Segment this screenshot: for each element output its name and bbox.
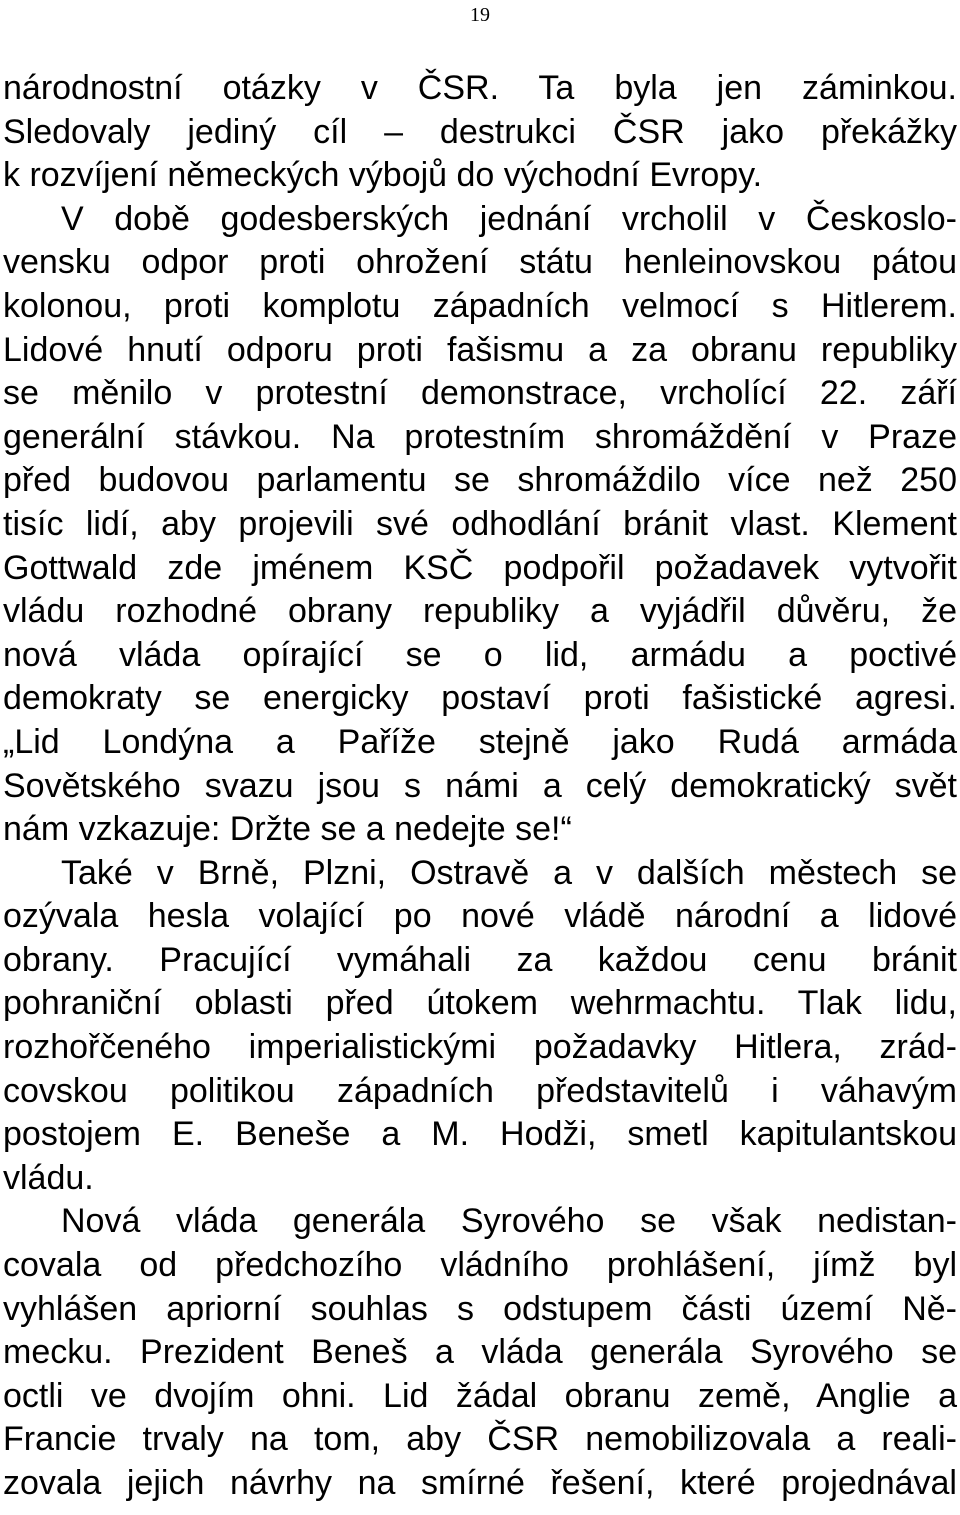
text-line: vládu. <box>3 1158 94 1197</box>
text-line: národnostní otázky v ČSR. Ta byla jen záminkou. <box>3 69 957 107</box>
text-line: Sledovaly jediný cíl – destrukci ČSR jako překážky <box>3 112 957 151</box>
text-line: „Lid Londýna a Paříže stejně jako Rudá armáda <box>3 722 957 761</box>
text-line: Nová vláda generála Syrového se však nedistan- <box>61 1202 957 1241</box>
page-number: 19 <box>470 4 490 26</box>
body-text <box>3 67 957 1506</box>
text-line: rozhořčeného imperialistickými požadavky Hitlera, zrád- <box>3 1028 957 1067</box>
text-line: k rozvíjení německých výbojů do východní Evropy. <box>3 156 763 195</box>
text-line: zovala jejich návrhy na smírné řešení, které projednával <box>3 1464 957 1502</box>
text-line: mecku. Prezident Beneš a vláda generála Syrového se <box>3 1333 957 1372</box>
text-line: Lidové hnutí odporu proti fašismu a za obranu republiky <box>3 330 957 369</box>
text-line: covskou politikou západních představitelů i váhavým <box>3 1071 957 1110</box>
text-line: V době godesberských jednání vrcholil v Českoslo- <box>61 199 957 238</box>
text-line: ozývala hesla volající po nové vládě národní a lidové <box>3 897 957 936</box>
text-line: obrany. Pracující vymáhali za každou cenu bránit <box>3 940 957 979</box>
text-line: Také v Brně, Plzni, Ostravě a v dalších městech se <box>61 853 957 892</box>
text-line: demokraty se energicky postaví proti fašistické agresi. <box>3 679 957 718</box>
text-line: nová vláda opírající se o lid, armádu a poctivé <box>3 635 957 674</box>
text-line: vládu rozhodné obrany republiky a vyjádřil důvěru, že <box>3 592 957 631</box>
text-line: Sovětského svazu jsou s námi a celý demokratický svět <box>3 766 957 805</box>
text-line: vensku odpor proti ohrožení státu henleinovskou pátou <box>3 243 957 282</box>
text-line: covala od předchozího vládního prohlášení, jímž byl <box>3 1246 957 1285</box>
text-line: před budovou parlamentu se shromáždilo více než 250 <box>3 461 957 500</box>
text-line: Francie trvaly na tom, aby ČSR nemobilizovala a reali- <box>3 1420 957 1459</box>
text-line: se měnilo v protestní demonstrace, vrcholící 22. září <box>3 374 957 413</box>
text-line: nám vzkazuje: Držte se a nedejte se!“ <box>3 810 572 849</box>
text-line: vyhlášen apriorní souhlas s odstupem části území Ně- <box>3 1289 957 1328</box>
text-line: generální stávkou. Na protestním shromáždění v Praze <box>3 417 957 456</box>
text-line: kolonou, proti komplotu západních velmocí s Hitlerem. <box>3 286 957 325</box>
text-line: tisíc lidí, aby projevili své odhodlání bránit vlast. Klement <box>3 504 957 543</box>
text-line: Gottwald zde jménem KSČ podpořil požadavek vytvořit <box>3 548 957 587</box>
text-line: postojem E. Beneše a M. Hodži, smetl kapitulantskou <box>3 1115 957 1154</box>
text-line: octli ve dvojím ohni. Lid žádal obranu země, Anglie a <box>3 1376 957 1415</box>
text-line: pohraniční oblasti před útokem wehrmachtu. Tlak lidu, <box>3 984 957 1023</box>
